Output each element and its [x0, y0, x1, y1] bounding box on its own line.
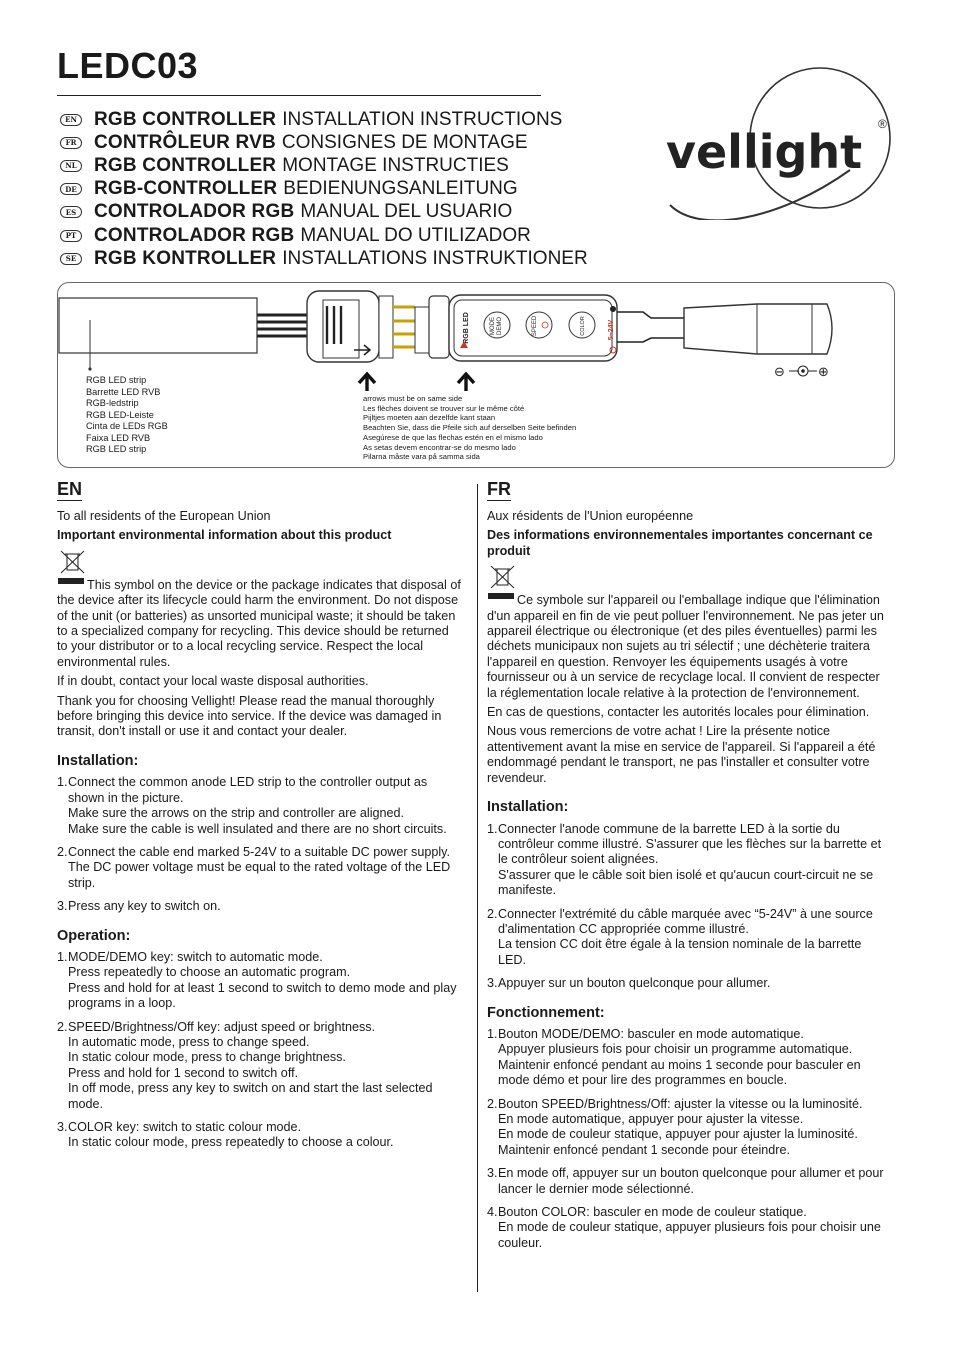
polarity-plus-icon: ⊕ [818, 365, 829, 380]
english-installation-title: Installation: [57, 752, 139, 769]
step-number: 1. [487, 1026, 498, 1041]
vellight-logo [660, 60, 900, 220]
step-line: In static colour mode, press to change brightness. [68, 1050, 346, 1065]
french-installation-step [487, 822, 892, 899]
french-contact-text: En cas de questions, contacter les autorités locales pour élimination. [487, 705, 870, 720]
mode-button-label: MODE [490, 317, 496, 335]
step-number: 1. [57, 949, 68, 964]
strip-label-pt: Faixa LED RVB [86, 432, 151, 443]
step-line: S'assurer que le câble soit bien isolé et qu'aucun court-circuit ne se manifeste. [498, 867, 874, 898]
crossed-bin-icon [57, 548, 87, 588]
step-number: 3. [487, 976, 498, 991]
arrow-note-de: Beachten Sie, dass die Pfeile sich auf derselben Seite befinden [363, 423, 577, 433]
step-line: Connecter l'anode commune de la barrette LED à la sortie du contrôleur comme illustré. S'assurer que les flèches sur la barrette et le contrôleur soient alignées. [498, 821, 882, 867]
language-doc-type: INSTALLATION INSTRUCTIONS [282, 108, 563, 130]
language-product-name: CONTROLADOR RGB [94, 224, 295, 246]
polarity-center-icon [801, 369, 805, 373]
strip-label-en: RGB LED strip [86, 375, 147, 385]
step-line: Make sure the cable is well insulated and there are no short circuits. [68, 821, 447, 836]
step-line: Press any key to switch on. [68, 899, 221, 914]
french-important-note: Des informations environnementales importantes concernant ce produit [487, 528, 873, 558]
led-strip-shape [59, 298, 257, 353]
controller-collar [429, 296, 449, 358]
language-badge-de: DE [60, 183, 82, 195]
language-badge-es: ES [60, 206, 82, 218]
led-strip-label-dot [88, 367, 91, 370]
step-line: En mode de couleur statique, appuyer plusieurs fois pour choisir une couleur. [498, 1220, 881, 1250]
english-operation-title: Operation: [57, 927, 131, 944]
language-doc-type: MANUAL DO UTILIZADOR [300, 224, 531, 246]
arrow-note-list [363, 394, 576, 462]
step-number: 3. [487, 1166, 498, 1181]
step-line: Make sure the arrows on the strip and controller are aligned. [68, 806, 405, 821]
language-doc-type: MONTAGE INSTRUCTIES [282, 154, 509, 176]
logo-registered-mark: ® [878, 117, 887, 131]
language-title-row [60, 131, 660, 154]
english-heading: EN [57, 479, 83, 499]
english-installation-step [57, 899, 462, 914]
arrow-note-nl: Pijltjes moeten aan dezelfde kant staan [363, 413, 496, 423]
french-operation-step [487, 1027, 892, 1089]
step-line: Bouton MODE/DEMO: basculer en mode automatique. [498, 1026, 804, 1041]
language-product-name: RGB-CONTROLLER [94, 178, 278, 200]
language-badge-fr: FR [60, 137, 82, 149]
step-number: 1. [57, 775, 68, 790]
language-badge-nl: NL [60, 160, 82, 172]
language-badge-en: EN [60, 114, 82, 126]
language-title-row [60, 224, 660, 247]
english-installation-step [57, 775, 462, 837]
language-product-name: CONTRÔLEUR RVB [94, 131, 276, 153]
step-line: In automatic mode, press to change speed. [68, 1034, 310, 1049]
arrow-note-pt: As setas devem encontrar-se do mesmo lado [363, 442, 516, 452]
french-column [487, 478, 892, 1259]
english-column [57, 478, 462, 1159]
speed-button-label: SPEED [532, 315, 538, 337]
step-line: MODE/DEMO key: switch to automatic mode. [68, 949, 323, 964]
step-number: 2. [57, 1019, 68, 1034]
language-title-row [60, 154, 660, 177]
english-important-note: Important environmental information about this product [57, 528, 392, 543]
voltage-label: 5~24V [608, 319, 615, 341]
french-heading: FR [487, 479, 511, 499]
french-installation-step [487, 907, 892, 969]
language-doc-type: CONSIGNES DE MONTAGE [281, 131, 528, 153]
document-title: LEDC03 [57, 45, 199, 86]
language-title-row [60, 201, 660, 224]
step-number: 2. [57, 844, 68, 859]
strip-label-de: RGB LED-Leiste [86, 409, 154, 420]
french-operation-title: Fonctionnement: [487, 1004, 605, 1021]
strip-label-fr: Barrette LED RVB [86, 386, 161, 397]
step-line: In off mode, press any key to switch on and start the last selected mode. [68, 1081, 433, 1111]
french-operation-step [487, 1205, 892, 1251]
language-product-name: RGB CONTROLLER [94, 108, 277, 130]
english-operation-step [57, 1020, 462, 1112]
english-installation-step [57, 845, 462, 891]
arrow-up-icon [458, 374, 474, 391]
controller-socket [415, 307, 429, 353]
language-badge-se: SE [60, 253, 82, 265]
language-product-name: RGB KONTROLLER [94, 247, 277, 269]
language-title-row [60, 178, 660, 201]
connector-pin-block [379, 296, 393, 358]
french-disposal-text: Ce symbole sur l'appareil ou l'emballage indique que l'élimination d'un appareil en fin de vie peut polluer l'environnement. Ne pas jeter un appareil électrique ou électronique (et des piles éventuelles) parmi les déchets municipaux non sujets au tri sélectif ; une déchèterie traitera l'appareil en question. Renvoyer les équipements usagés à votre fournisseur ou à un service de recyclage local. Il convient de respecter la réglementation locale relative à la protection de l'environnement. [487, 593, 884, 700]
column-divider [477, 484, 478, 1292]
step-line: Bouton SPEED/Brightness/Off: ajuster la vitesse ou la luminosité. [498, 1096, 863, 1111]
step-line: Press and hold for at least 1 second to switch to demo mode and play programs in a loop. [68, 980, 457, 1011]
gold-pins [393, 307, 415, 347]
step-line: Press repeatedly to choose an automatic program. [68, 965, 351, 980]
step-line: The DC power voltage must be equal to the rated voltage of the LED strip. [68, 860, 451, 890]
step-line: Appuyer plusieurs fois pour choisir un programme automatique. [498, 1042, 853, 1057]
english-thanks-text: Thank you for choosing Vellight! Please read the manual thoroughly before bringing this device into service. If the device was damaged in transit, don't install or use it and contact your dealer. [57, 693, 442, 739]
step-number: 4. [487, 1205, 498, 1220]
arrow-note-fr: Les flèches doivent se trouver sur le même côté [363, 403, 525, 413]
step-line: Maintenir enfoncé pendant 1 seconde pour éteindre. [498, 1142, 790, 1157]
strip-label-list [86, 375, 168, 456]
english-disposal-text: This symbol on the device or the package indicates that disposal of the device after its lifecycle could harm the environment. Do not dispose of the unit (or batteries) as unsorted municipal waste; it should be taken to a specialized company for recycling. This device should be returned to your distributor or to a local recycling service. Respect the local environmental rules. [57, 577, 461, 669]
language-doc-type: BEDIENUNGSANLEITUNG [283, 178, 518, 200]
language-doc-type: MANUAL DEL USUARIO [300, 201, 513, 223]
step-line: Connect the common anode LED strip to the controller output as shown in the picture. [68, 775, 428, 805]
language-title-list [60, 108, 660, 270]
language-title-row [60, 247, 660, 270]
step-line: SPEED/Brightness/Off key: adjust speed or brightness. [68, 1019, 376, 1034]
step-line: En mode automatique, appuyer pour ajuster la vitesse. [498, 1112, 804, 1126]
step-line: COLOR key: switch to static colour mode. [68, 1120, 302, 1134]
step-line: Connect the cable end marked 5-24V to a suitable DC power supply. [68, 844, 450, 859]
english-contact-text: If in doubt, contact your local waste disposal authorities. [57, 674, 369, 689]
french-installation-step [487, 976, 892, 991]
step-line: Connecter l'extrémité du câble marquée avec “5-24V” à une source d'alimentation CC appropriée comme illustré. [498, 906, 873, 936]
dc-plug [684, 304, 832, 354]
french-thanks-text: Nous vous remercions de votre achat ! Lire la présente notice attentivement avant la mise en service de l'appareil. Si l'appareil a été endommagé pendant le transport, ne pas l'installer et consulter votre revendeur. [487, 724, 876, 785]
arrow-note-se: Pilarna måste vara på samma sida [363, 452, 480, 462]
english-operation-step [57, 1120, 462, 1151]
french-operation-step [487, 1166, 892, 1197]
title-divider [57, 95, 541, 96]
step-line: In static colour mode, press repeatedly to choose a colour. [68, 1135, 394, 1150]
step-line: Appuyer sur un bouton quelconque pour allumer. [498, 976, 771, 991]
crossed-bin-icon [487, 563, 517, 603]
color-button-label: COLOR [580, 316, 586, 336]
step-line: En mode de couleur statique, appuyer pour ajuster la luminosité. [498, 1127, 858, 1142]
step-number: 3. [57, 899, 68, 914]
french-intro: Aux résidents de l'Union européenne [487, 509, 694, 523]
power-cable [617, 312, 684, 342]
step-line: Maintenir enfoncé pendant au moins 1 seconde pour basculer en mode démo et pour lire des programmes en boucle. [498, 1057, 861, 1088]
french-operation-step [487, 1097, 892, 1159]
controller-brand-label: RGB LED [463, 312, 470, 344]
step-number: 2. [487, 1096, 498, 1111]
step-line: La tension CC doit être égale à la tension nominale de la barrette LED. [498, 937, 862, 967]
english-intro: To all residents of the European Union [57, 509, 271, 523]
step-number: 1. [487, 821, 498, 836]
english-operation-step [57, 950, 462, 1012]
strip-wires [257, 315, 309, 336]
language-title-row [60, 108, 660, 131]
step-number: 2. [487, 906, 498, 921]
logo-wordmark: vellight [666, 125, 863, 179]
step-line: Press and hold for 1 second to switch off. [68, 1065, 299, 1080]
demo-button-label: DEMO [497, 317, 503, 335]
strip-label-nl: RGB-ledstrip [86, 398, 139, 408]
arrow-up-icon [359, 374, 375, 391]
step-line: Bouton COLOR: basculer en mode de couleur statique. [498, 1205, 807, 1220]
info-icon [610, 306, 616, 312]
french-installation-title: Installation: [487, 799, 569, 816]
step-number: 3. [57, 1120, 68, 1134]
strip-label-se: RGB LED strip [86, 444, 147, 454]
step-line: En mode off, appuyer sur un bouton quelconque pour allumer et pour lancer le dernier mode sélectionné. [498, 1166, 884, 1196]
polarity-minus-icon: ⊖ [774, 365, 785, 380]
language-product-name: RGB CONTROLLER [94, 154, 277, 176]
arrow-note-en: arrows must be on same side [363, 394, 463, 403]
language-doc-type: INSTALLATIONS INSTRUKTIONER [282, 247, 588, 269]
arrow-note-es: Asegúrese de que las flechas estén en el mismo lado [363, 432, 543, 442]
language-badge-pt: PT [60, 230, 82, 242]
language-product-name: CONTROLADOR RGB [94, 201, 295, 223]
strip-label-es: Cinta de LEDs RGB [86, 421, 168, 431]
